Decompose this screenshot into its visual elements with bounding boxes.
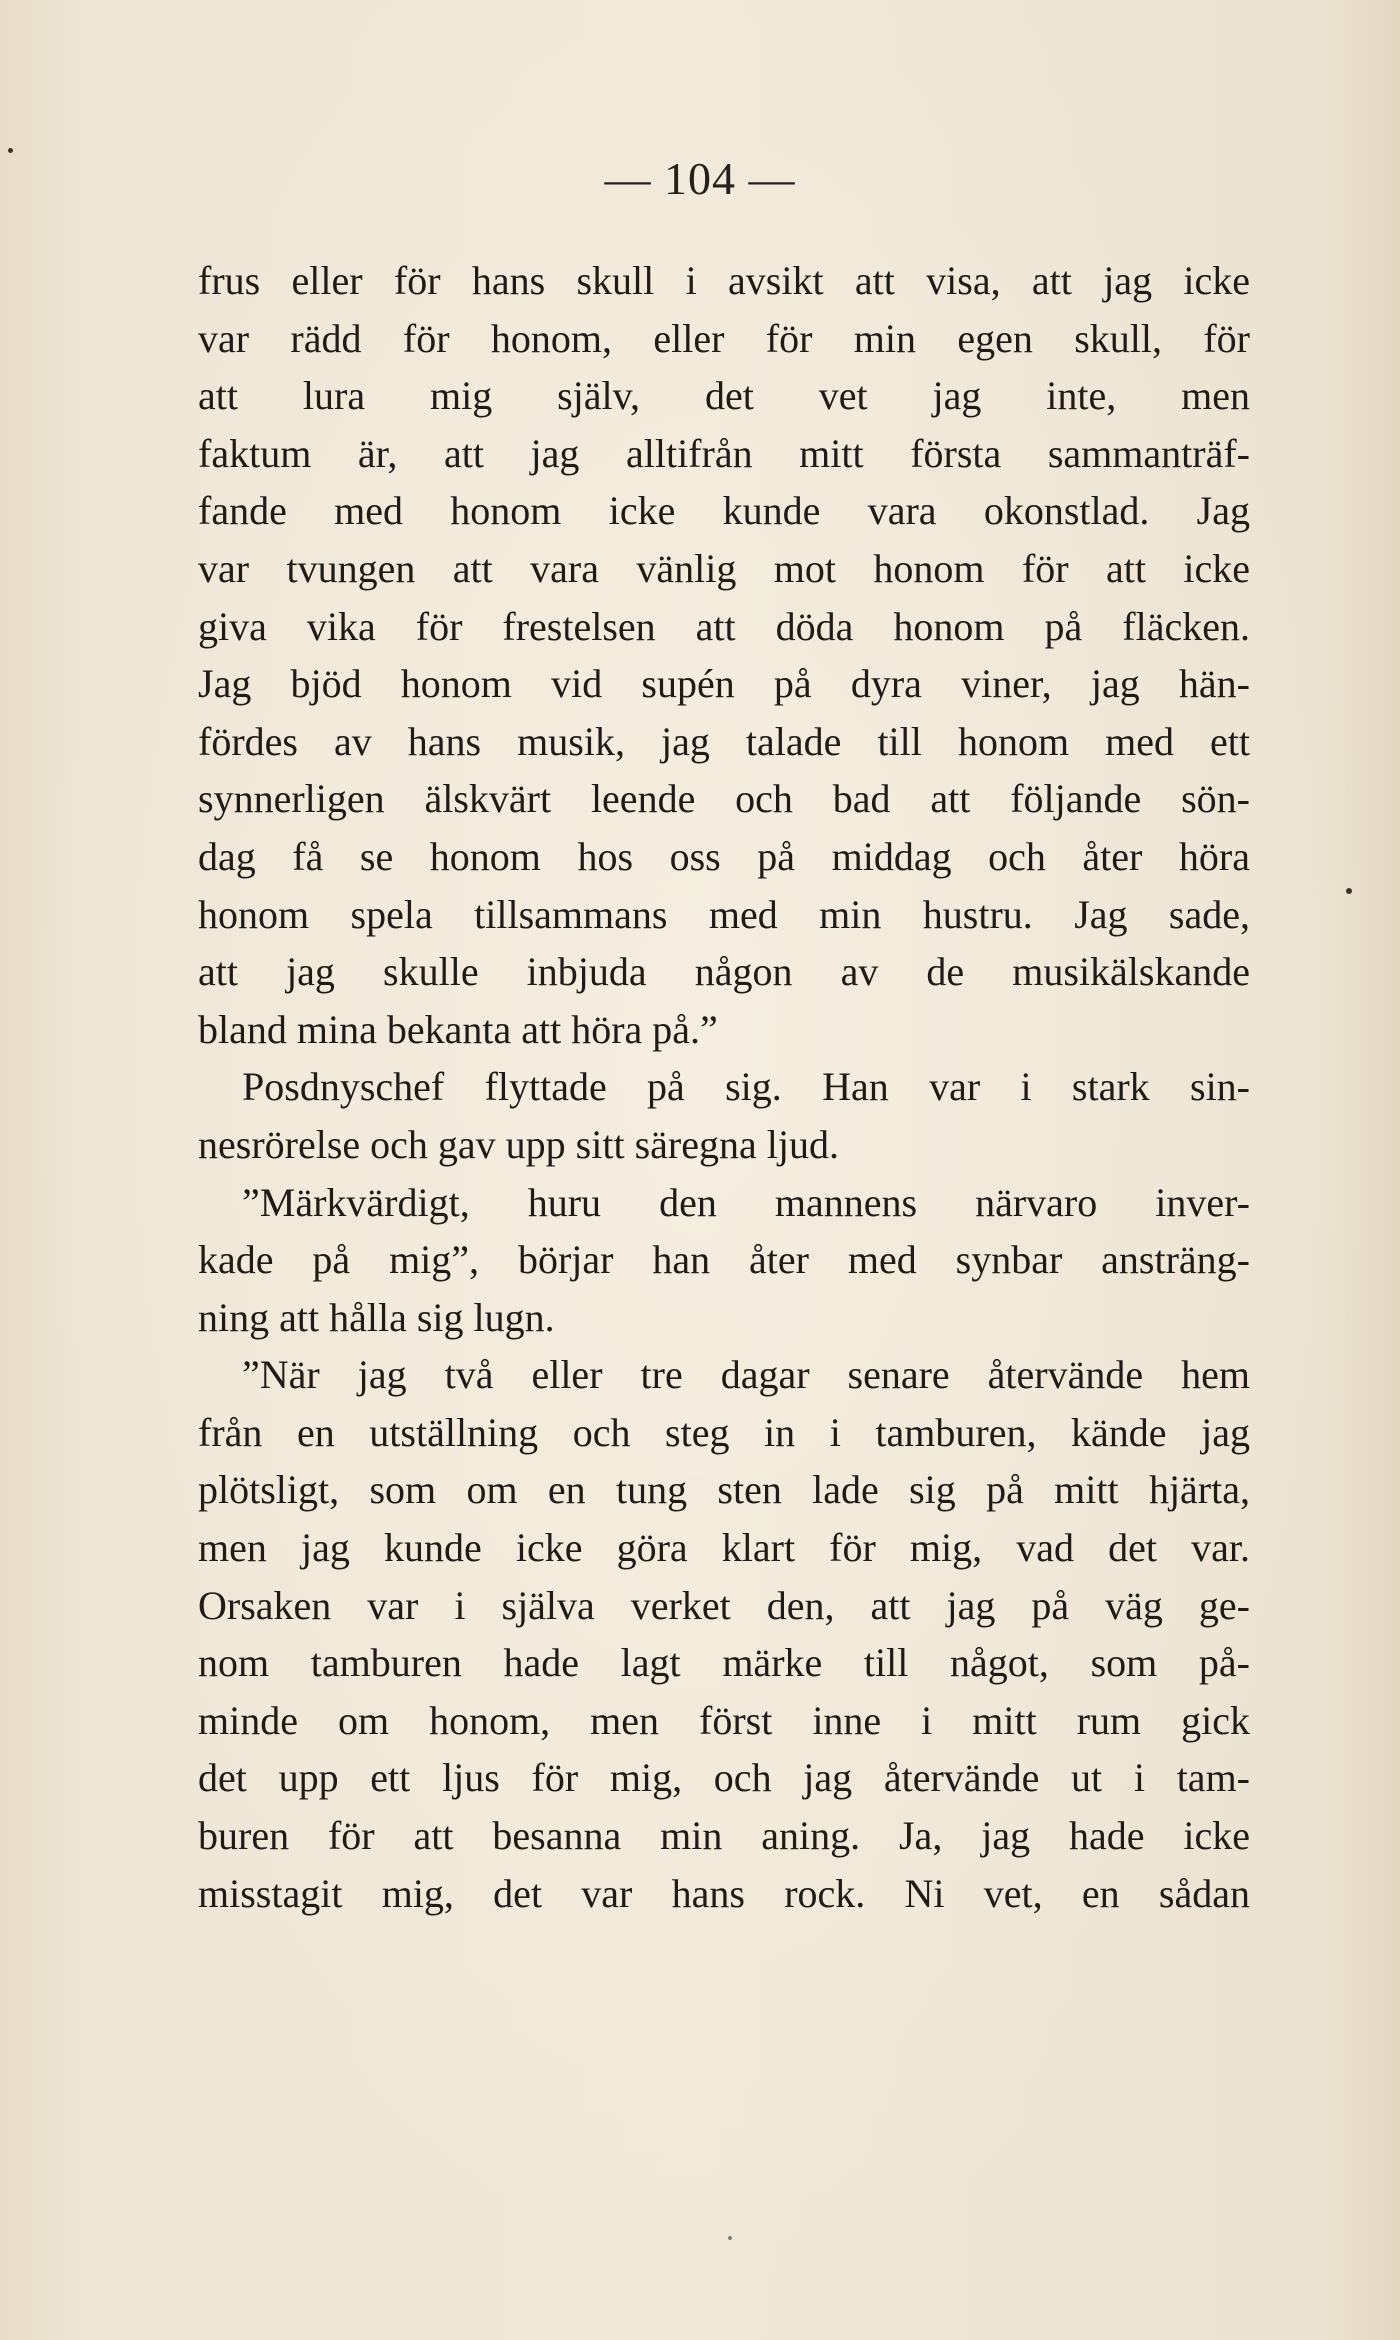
text-line: Orsaken var i själva verket den, att jag på väg ge- [198,1582,1250,1628]
text-line: att jag skulle inbjuda någon av de musikälskande [198,949,1250,995]
text-line: bland mina bekanta att höra på.” [198,1006,718,1052]
text-line: synnerligen älskvärt leende och bad att följande sön- [198,776,1250,822]
text-line: minde om honom, men först inne i mitt rum gick [198,1697,1250,1743]
body-text [198,252,1250,1922]
text-line: buren för att besanna min aning. Ja, jag hade icke [198,1813,1250,1859]
text-line: misstagit mig, det var hans rock. Ni vet, en sådan [198,1870,1250,1916]
text-line: dag få se honom hos oss på middag och åter höra [198,833,1250,879]
text-line: honom spela tillsammans med min hustru. Jag sade, [198,891,1250,937]
text-line: kade på mig”, börjar han åter med synbar ansträng- [198,1237,1250,1283]
text-line: var rädd för honom, eller för min egen skull, för [198,315,1250,361]
text-line: plötsligt, som om en tung sten lade sig på mitt hjärta, [198,1467,1250,1513]
text-line: det upp ett ljus för mig, och jag återvände ut i tam- [198,1755,1250,1801]
text-line: nom tamburen hade lagt märke till något, som på- [198,1640,1250,1686]
page-number: — 104 — [604,153,796,204]
paper-speck [1346,888,1352,894]
text-line: ”När jag två eller tre dagar senare återvände hem [242,1352,1250,1398]
text-line: ”Märkvärdigt, huru den mannens närvaro inver- [242,1179,1250,1225]
text-line: nesrörelse och gav upp sitt säregna ljud. [198,1121,839,1167]
text-line: faktum är, att jag alltifrån mitt första sammanträf- [198,430,1250,476]
text-line: var tvungen att vara vänlig mot honom för att icke [198,545,1250,591]
text-line: men jag kunde icke göra klart för mig, vad det var. [198,1525,1250,1571]
text-line: frus eller för hans skull i avsikt att visa, att jag icke [198,258,1250,303]
text-line: från en utställning och steg in i tamburen, kände jag [198,1409,1250,1455]
text-line: giva vika för frestelsen att döda honom på fläcken. [198,603,1250,649]
text-line: fande med honom icke kunde vara okonstlad. Jag [198,488,1250,534]
text-line: att lura mig själv, det vet jag inte, men [198,373,1250,419]
text-line: ning att hålla sig lugn. [198,1294,555,1340]
text-line: fördes av hans musik, jag talade till honom med ett [198,718,1250,764]
paper-speck [728,2236,732,2240]
text-line: Posdnyschef flyttade på sig. Han var i stark sin- [242,1064,1250,1110]
paper-speck [8,148,13,153]
text-line: Jag bjöd honom vid supén på dyra viner, jag hän- [198,661,1250,707]
